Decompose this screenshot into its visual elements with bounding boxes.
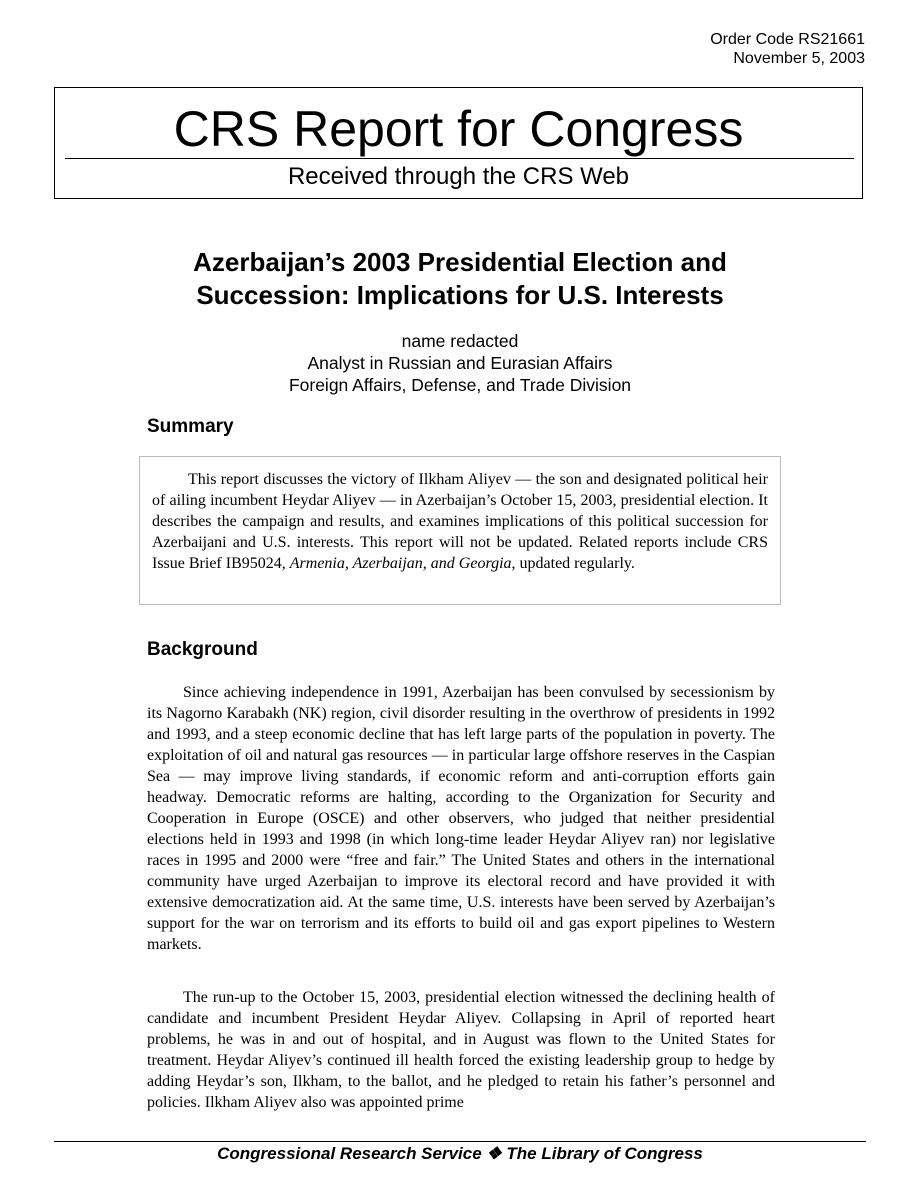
footer-crs: Congressional Research Service — [217, 1144, 482, 1163]
summary-related-title: Armenia, Azerbaijan, and Georgia — [289, 555, 512, 572]
background-heading: Background — [147, 639, 258, 660]
summary-heading: Summary — [147, 416, 234, 437]
background-paragraph-2: The run-up to the October 15, 2003, presidential election witnessed the declining health of candidate and incumbent President Heydar Aliyev. Collapsing in April of reported heart problems, he was in and out of hospital, and in August was flown to the United States for treatment. Heydar Aliyev’s continued ill health forced the existing leadership group to hedge by adding Heydar’s son, Ilkham, to the ballot, and he pledged to retain his father’s personnel and policies. Ilkham Aliyev also was appointed prime — [147, 989, 775, 1111]
summary-text — [152, 469, 768, 574]
report-title — [80, 246, 840, 312]
banner-divider — [65, 158, 854, 159]
author-name: name redacted — [401, 331, 519, 351]
report-title-line1: Azerbaijan’s 2003 Presidential Election and — [193, 247, 727, 277]
summary-box — [139, 456, 781, 605]
report-date: November 5, 2003 — [733, 50, 865, 67]
crs-banner — [54, 87, 863, 199]
author-division: Foreign Affairs, Defense, and Trade Division — [288, 375, 632, 395]
author-role: Analyst in Russian and Eurasian Affairs — [307, 353, 613, 373]
footer — [0, 1143, 920, 1165]
report-title-line2: Succession: Implications for U.S. Interests — [196, 280, 724, 310]
banner-subtitle: Received through the CRS Web — [287, 163, 630, 190]
order-code: Order Code RS21661 — [710, 31, 865, 48]
banner-title: CRS Report for Congress — [173, 101, 744, 157]
footer-library: The Library of Congress — [506, 1144, 703, 1163]
summary-text-end: , updated regularly. — [511, 555, 635, 572]
footer-divider — [54, 1141, 866, 1142]
summary-text-main: This report discusses the victory of Ilkham Aliyev — the son and designated political heir of ailing incumbent Heydar Aliyev — in Azerbaijan’s October 15, 2003, presidential election. It describes the campaign and results, and examines implications of this political succession for Azerbaijani and U.S. interests. This report will not be updated. Related reports include CRS Issue Brief IB95024, — [152, 471, 768, 572]
background-paragraph-1: Since achieving independence in 1991, Azerbaijan has been convulsed by secessionism by its Nagorno Karabakh (NK) region, civil disorder resulting in the overthrow of presidents in 1992 and 1993, and a steep economic decline that has left large parts of the population in poverty. The exploitation of oil and natural gas resources — in particular large offshore reserves in the Caspian Sea — may improve living standards, if economic reform and anti-corruption efforts gain headway. Democratic reforms are halting, according to the Organization for Security and Cooperation in Europe (OSCE) and other observers, who judged that neither presidential elections held in 1993 and 1998 (in which long-time leader Heydar Aliyev ran) nor legislative races in 1995 and 2000 were “free and fair.” The United States and others in the international community have urged Azerbaijan to improve its electoral record and have provided it with extensive democratization aid. At the same time, U.S. interests have been served by Azerbaijan’s support for the war on terrorism and its efforts to build oil and gas export pipelines to Western markets. — [147, 684, 775, 953]
footer-separator-icon: ❖ — [486, 1144, 502, 1163]
order-info — [710, 30, 865, 68]
author-block — [100, 330, 820, 396]
